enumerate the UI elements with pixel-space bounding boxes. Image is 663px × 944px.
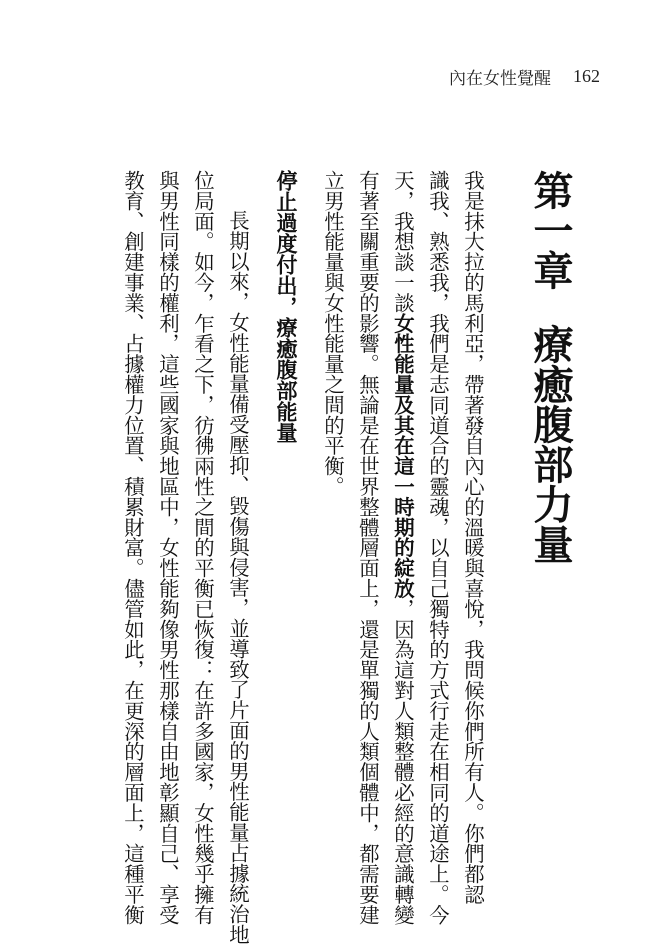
section-line-2: 位局面。如今，乍看之下，彷彿兩性之間的平衡已恢復：在許多國家，女性幾乎擁有 — [191, 170, 215, 925]
intro-line-4: 有著至關重要的影響。無論是在世界整體層面上，還是單獨的人類個體中，都需要建 — [356, 170, 380, 925]
intro-emphasis: 女性能量及其在這一時期的綻放 — [391, 312, 415, 599]
intro-line-3-start: 天，我想談一談 — [391, 170, 415, 313]
intro-line-2: 識我、熟悉我，我們是志同道合的靈魂，以自己獨特的方式行走在相同的道途上。今 — [426, 170, 450, 925]
intro-line-3-end: ，因為這對人類整體必經的意識轉變 — [391, 598, 415, 925]
page-number: 162 — [573, 65, 600, 86]
section-line-3: 與男性同樣的權利，這些國家與地區中，女性能夠像男性那樣自由地彰顯自己、享受 — [156, 170, 180, 925]
chapter-heading — [520, 170, 580, 870]
intro-line-1: 我是抹大拉的馬利亞，帶著發自內心的溫暖與喜悅，我問候你們所有人。你們都認 — [461, 170, 485, 905]
section-line-1: 長期以來，女性能量備受壓抑、毀傷與侵害，並導致了片面的男性能量占據統治地 — [226, 210, 250, 944]
intro-line-3 — [385, 170, 420, 925]
running-header — [400, 64, 600, 88]
intro-line-5: 立男性能量與女性能量之間的平衡。 — [321, 170, 345, 497]
chapter-title: 療癒腹部力量 — [527, 324, 574, 564]
page-body — [100, 170, 580, 944]
book-title: 內在女性覺醒 — [449, 68, 551, 89]
chapter-number: 第一章 — [527, 170, 574, 290]
section-line-4: 教育、創建事業、占據權力位置、積累財富。儘管如此，在更深的層面上，這種平衡 — [121, 170, 145, 925]
section-heading: 停止過度付出，療癒腹部能量 — [274, 170, 299, 443]
